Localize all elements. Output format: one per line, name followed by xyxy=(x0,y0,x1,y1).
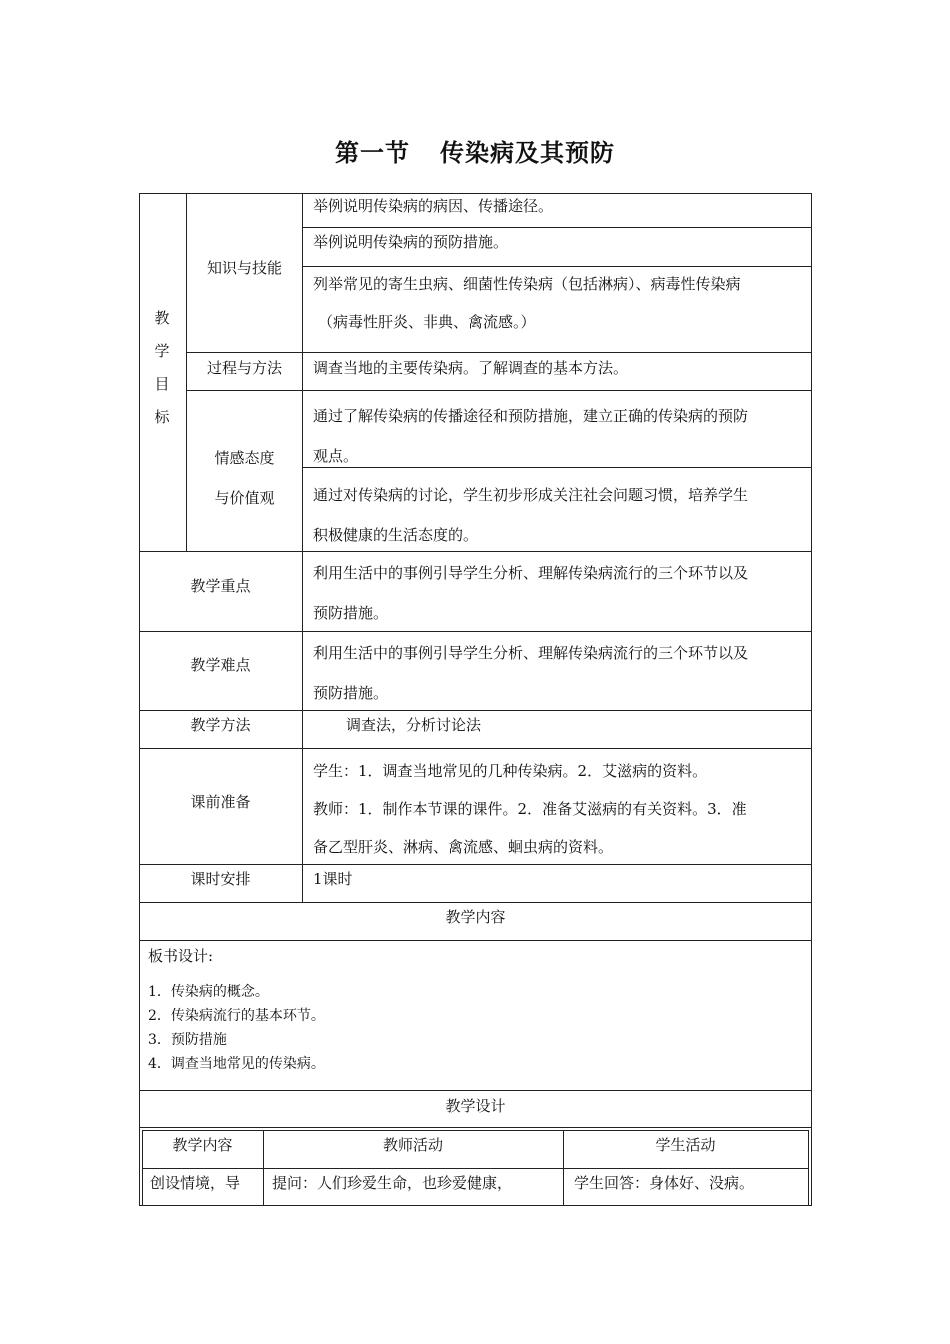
key-point-text: 利用生活中的事例引导学生分析、理解传染病流行的三个环节以及 预防措施。 xyxy=(313,564,749,622)
design-cell: 提问：人们珍爱生命，也珍爱健康， xyxy=(272,1174,513,1192)
board-item: 2．传染病流行的基本环节。 xyxy=(148,1008,325,1024)
table-border xyxy=(139,940,812,941)
design-header: 教学设计 xyxy=(445,1097,506,1115)
process-text: 调查当地的主要传染病。了解调查的基本方法。 xyxy=(313,359,629,377)
key-point-label: 教学重点 xyxy=(190,577,251,595)
design-col-header: 学生活动 xyxy=(655,1136,716,1154)
emotion-item: 通过对传染病的讨论，学生初步形成关注社会问题习惯，培养学生 积极健康的生活态度的。 xyxy=(313,486,749,544)
design-table-border xyxy=(142,1130,808,1131)
design-table-border xyxy=(142,1168,808,1169)
goals-label: 教 学 目 标 xyxy=(154,309,170,426)
board-item: 3．预防措施 xyxy=(148,1032,227,1048)
page-title: 第一节 传染病及其预防 xyxy=(335,139,615,167)
knowledge-item: 列举常见的寄生虫病、细菌性传染病（包括淋病）、病毒性传染病 xyxy=(313,275,741,293)
table-border xyxy=(302,227,812,228)
emotion-item: 通过了解传染病的传播途径和预防措施，建立正确的传染病的预防 观点。 xyxy=(313,407,749,465)
knowledge-item: 举例说明传染病的病因、传播途径。 xyxy=(313,197,554,215)
difficulty-text: 利用生活中的事例引导学生分析、理解传染病流行的三个环节以及 预防措施。 xyxy=(313,644,749,702)
design-cell: 学生回答：身体好、没病。 xyxy=(574,1174,755,1192)
table-border xyxy=(139,1090,812,1091)
table-border xyxy=(139,1127,812,1128)
board-item: 1．传染病的概念。 xyxy=(148,984,269,1000)
difficulty-label: 教学难点 xyxy=(190,656,251,674)
schedule-text: 1课时 xyxy=(313,870,353,888)
schedule-label: 课时安排 xyxy=(190,870,251,888)
process-label: 过程与方法 xyxy=(206,359,282,377)
design-table-border xyxy=(808,1130,809,1206)
design-col-header: 教学内容 xyxy=(172,1136,233,1154)
knowledge-item: 举例说明传染病的预防措施。 xyxy=(313,233,509,251)
preparation-text: 学生：1．调查当地常见的几种传染病。2．艾滋病的资料。 教师：1．制作本节课的课件。2．准备艾滋病的有关资料。3．准 备乙型肝炎、淋病、禽流感、蛔虫病的资料。 xyxy=(313,762,747,856)
preparation-label: 课前准备 xyxy=(190,793,251,811)
knowledge-label: 知识与技能 xyxy=(206,259,282,277)
table-border xyxy=(139,748,812,749)
method-label: 教学方法 xyxy=(190,716,251,734)
table-border xyxy=(139,902,812,903)
table-border xyxy=(302,266,812,267)
table-border xyxy=(186,390,812,391)
method-text: 调查法，分析讨论法 xyxy=(346,716,482,734)
board-item: 4．调查当地常见的传染病。 xyxy=(148,1056,325,1072)
table-border xyxy=(186,352,812,353)
knowledge-item: （病毒性肝炎、非典、禽流感。） xyxy=(318,313,536,331)
emotion-label: 情感态度 与价值观 xyxy=(214,449,275,507)
board-title: 板书设计: xyxy=(148,947,214,965)
design-col-header: 教师活动 xyxy=(382,1136,443,1154)
table-border xyxy=(302,193,303,902)
content-header: 教学内容 xyxy=(445,908,506,926)
design-cell: 创设情境，导 xyxy=(150,1174,241,1192)
